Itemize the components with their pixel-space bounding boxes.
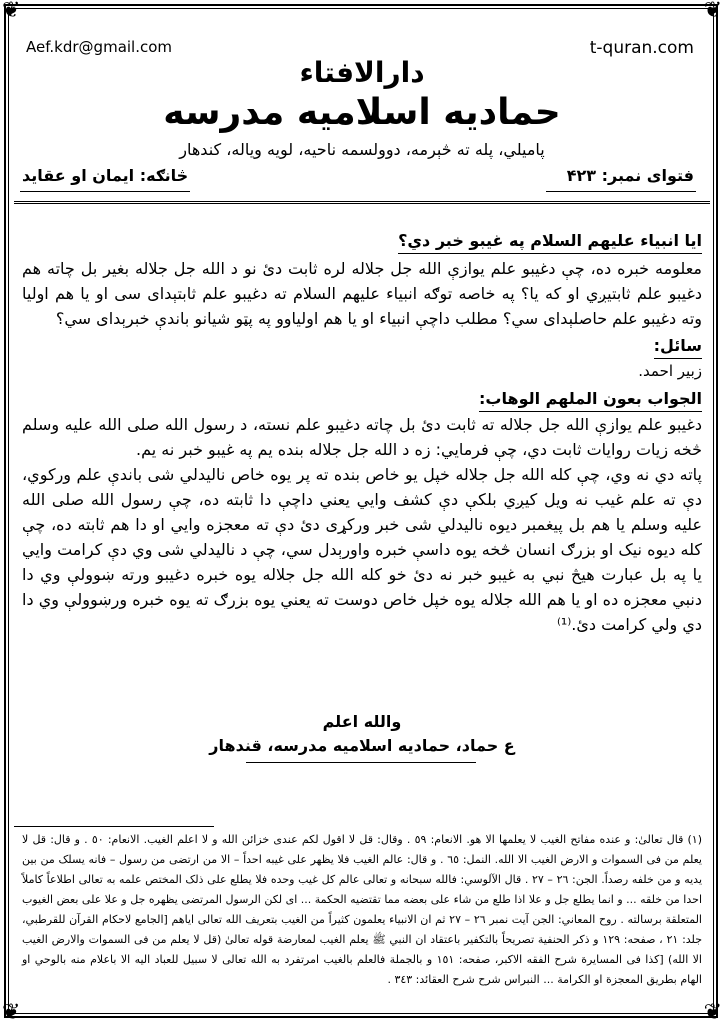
address-line: پاميلي، پله ته څېرمه، دوولسمه ناحيه، لويه وياله، کندهار (179, 140, 545, 159)
fatwa-body (22, 228, 702, 637)
footnote-divider (14, 826, 214, 827)
corner-ornament-icon: ❦ (703, 1000, 722, 1025)
question-heading: ايا انبياء عليهم السلام په غيبو خبر دي؟ (398, 228, 702, 254)
fatwa-number: فتوای نمبر: ۴۲۳ (566, 166, 694, 185)
institution-title: دارالافتاء (299, 56, 425, 89)
divider (20, 191, 190, 192)
header-divider (14, 201, 710, 204)
email-link[interactable]: Aef.kdr@gmail.com (26, 38, 173, 56)
madrasa-title: حماديه اسلاميه مدرسه (163, 92, 561, 133)
section-label: څانګه: ايمان او عقايد (22, 166, 189, 185)
divider (546, 191, 696, 192)
asker-label: سائل: (654, 333, 702, 359)
closing-phrase: والله اعلم (322, 712, 402, 731)
answer-heading: الجواب بعون الملهم الوهاب: (479, 386, 702, 412)
answer-paragraph-2: پاته دي نه وي، چې کله الله جل جلاله خپل يو خاص بنده ته پر يوه خاص ناليدلي شی باندې علم ورکوي، دې ته علم غيب نه ويل کيږي بلکې دې کشف وايي يعني داچې دا ثابته ده، چې رسول الله صلی الله عليه وسلم يا هم بل پيغمبر ديوه ناليدلي شی خبر ورکړی دئ دې ته معجزه وايي او دا هم ثابته ده، چې کله ديوه نيک او بزرګ انسان څخه يوه داسې خبره واورېدل سي، چې د ناليدلي شی وي دې کرامت وايي يا په بل عبارت هيڅ نبي به غيبو خبر نه دئ خو کله الله جل جلاله يوه خبره دغيبو ورته ښوولې وي دا دنبي معجزه ده او يا هم الله جلاله يوه خپل خاص دوست ته يعني يوه بزرګ ته يوه خبره ورښوولې وي دا دي ولي کرامت دئ.⁽¹⁾ (22, 465, 702, 634)
signature-underline (246, 762, 476, 763)
corner-ornament-icon: ❦ (703, 0, 722, 23)
signature: ع حماد، حماديه اسلاميه مدرسه، قندهار (209, 736, 515, 755)
answer-paragraph-1: دغيبو علم يوازې الله جل جلاله ته ثابت دئ بل چاته دغيبو علم نسته، د رسول الله صلی الله عليه وسلم څخه زيات روايات ثابت دي، چې فرمايي: زه د الله جل جلاله بنده يم په غيبو خبر نه يم. (22, 415, 702, 459)
question-text: معلومه خبره ده، چې دغيبو علم يوازې الله جل جلاله لره ثابت دئ نو د الله جل جلاله بغير بل چاته هم دغيبو علم ثابتيږي او که يا؟ په خاصه توګه انبياء عليهم السلام ته دغيبو علم ثابتېدای سی او يا هم اوليا وته دغيبو علم حاصلېدای سي؟ مطلب داچې انبياء او يا هم اولياوو په پټو شيانو باندې خبرېدای سي؟ (22, 259, 702, 328)
asker-name: زبير احمد. (638, 362, 702, 380)
footnote-text: (١) قال تعالیٰ: و عنده مفاتح الغيب لا يعلمها الا هو. الانعام: ٥٩ . وقال: قل لا اقول لکم عندی خزائن الله و لا اعلم الغيب. الانعام: ٥٠ . و قال: قل لا يعلم من فی السموات و الارض الغيب الا الله. النمل: ٦٥ . و قال: عالم الغيب فلا يظهر علی غيبه احداً – الا من ارتضی من رسول – فانه يسلک من بين يديه و من خلفه رصداً. الجن: ٢٦ – ٢٧ . قال الآلوسي: فالله سبحانه و تعالی عالم کل غيب وحده فلا يطلع علی ذلک المختص علمه به تعالی اطلاعاً کاملاً احدا من خلقه ... و انما يطلع جل و علا اذا طلع من شاء علی بعضه مما تقتضيه الحکمة ... ای لکن الرسول المرتضی يظهره جل و علا علی بعض الغيوب المتعلقة برسالته . روح المعاني: الجن آيت نمبر ٢٦ – ٢٧ ثم ان الانبياء يعلمون کثيراً من الغيب بتعريف الله تعالی اياهم [الجامع لاحکام القرآن للقرطبي، جلد: ٢١ ، صفحه: ١٢٩ و ذکر الحنفية تصريحاً بالتکفير باعتقاد ان النبي ﷺ يعلم الغيب لمعارضة قوله تعالیٰ (قل لا يعلم من فی السموات والارض الغيب الا الله) [کذا فی المسايرة شرح الفقه الاکبر، صفحه: ١٥١ و بالجملة فالعلم بالغيب امرتفرد به الله تعالی لا سبيل للعباد اليه الا باعلام منه بالوحي او الهام بطريق المعجزة او الکرامة ... النبراس شرح شرح العقائد: ٣٤٣ . (22, 833, 703, 986)
corner-ornament-icon: ❦ (2, 1000, 21, 1025)
website-link[interactable]: t-quran.com (589, 38, 694, 58)
corner-ornament-icon: ❦ (2, 0, 21, 23)
